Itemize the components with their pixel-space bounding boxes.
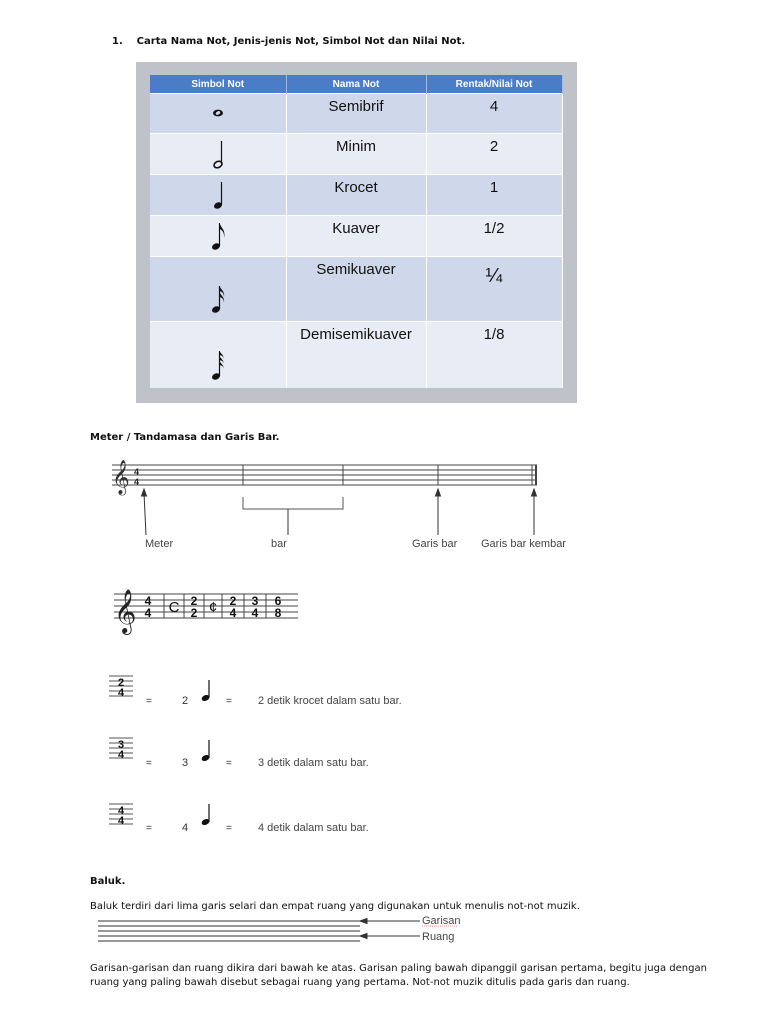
note-name-cell [286, 175, 426, 216]
note-value-cell [426, 94, 562, 134]
ts-3-4-top: 3 [251, 594, 259, 608]
note-name: Demisemikuaver [300, 326, 412, 343]
note-value-cell [426, 216, 562, 257]
note-name-cell [286, 257, 426, 322]
symbol-cell [150, 134, 286, 175]
example-ts-bottom: 4 [117, 749, 125, 761]
note-value: 1/8 [483, 326, 505, 343]
meter-example [109, 804, 369, 834]
section-title-note-chart: 1. Carta Nama Not, Jenis-jenis Not, Simbol Not dan Nilai Not. [112, 36, 466, 47]
ts-2-2-top: 2 [190, 594, 198, 608]
note-name: Kuaver [332, 220, 380, 237]
staff-time-bottom: 4 [134, 477, 140, 487]
example-description: 3 detik dalam satu bar. [258, 757, 369, 769]
note-value-cell [426, 257, 562, 322]
example-ts-bottom: 4 [117, 815, 125, 827]
table-row [150, 94, 562, 134]
label-barline: Garis bar [412, 538, 458, 550]
ts-6-8-bottom: 8 [274, 606, 282, 620]
note-value: 2 [489, 138, 499, 155]
crotchet-icon [211, 181, 225, 211]
section-title-staff: Baluk. [90, 876, 126, 887]
equals-sign: = [226, 823, 232, 834]
beat-count: 4 [182, 822, 189, 834]
table-row [150, 216, 562, 257]
note-name-cell [286, 94, 426, 134]
beat-count: 2 [182, 695, 189, 707]
example-ts-top: 3 [117, 739, 125, 751]
time-signatures-staff [108, 584, 308, 636]
note-value: 1/2 [483, 220, 505, 237]
note-name: Semikuaver [316, 261, 396, 278]
equals-sign: = [146, 758, 152, 769]
label-ruang: Ruang [422, 931, 455, 943]
ts-common-time: C [168, 599, 180, 616]
ts-2-2-bottom: 2 [190, 606, 198, 620]
label-garisan: Garisan [422, 915, 461, 927]
symbol-cell [150, 175, 286, 216]
note-name-cell [286, 322, 426, 388]
ts-3-4-bottom: 4 [251, 606, 259, 620]
note-name: Krocet [334, 179, 378, 196]
semiquaver-icon [209, 285, 227, 315]
paragraph-line: ruang yang paling bawah disebut sebagai ruang yang pertama. Not-not muzik ditulis pada garis dan ruang. [90, 977, 630, 988]
crotchet-icon [201, 804, 211, 826]
ts-2-4-top: 2 [229, 594, 237, 608]
ts-4-4-top: 4 [144, 594, 152, 608]
symbol-cell [150, 257, 286, 322]
note-name: Semibrif [328, 98, 384, 115]
ts-2-4-bottom: 4 [229, 606, 237, 620]
semibreve-icon [211, 107, 225, 119]
note-value: ¼ [485, 265, 503, 287]
demisemiquaver-icon [209, 350, 227, 382]
section-title-meter: Meter / Tandamasa dan Garis Bar. [90, 432, 280, 443]
table-header-name: Nama Not [286, 75, 426, 94]
beat-count: 3 [182, 757, 189, 769]
note-table [150, 75, 563, 388]
label-meter: Meter [145, 538, 174, 550]
note-value-cell [426, 134, 562, 175]
meter-example [109, 738, 369, 769]
table-row [150, 322, 562, 388]
staff-lines [112, 465, 537, 485]
note-value: 1 [489, 179, 499, 196]
note-value-cell [426, 322, 562, 388]
table-header-symbol: Simbol Not [150, 75, 286, 94]
table-header-value: Rentak/Nilai Not [426, 75, 562, 94]
example-description: 4 detik dalam satu bar. [258, 822, 369, 834]
example-description: 2 detik krocet dalam satu bar. [258, 695, 402, 707]
table-row [150, 134, 562, 175]
quaver-icon [209, 222, 227, 252]
note-name-cell [286, 216, 426, 257]
meter-example [109, 676, 402, 707]
crotchet-icon [201, 740, 211, 762]
equals-sign: = [146, 823, 152, 834]
table-row [150, 175, 562, 216]
staff-counting-paragraph [90, 962, 750, 990]
staff-bar-diagram [100, 455, 600, 555]
meter-examples [106, 672, 436, 842]
example-ts-top: 4 [117, 805, 125, 817]
note-name-cell [286, 134, 426, 175]
symbol-cell [150, 322, 286, 388]
note-table-frame [136, 62, 577, 403]
treble-clef-icon: 𝄞 [114, 591, 137, 633]
ts-4-4-bottom: 4 [144, 606, 152, 620]
crotchet-icon [201, 680, 211, 702]
note-value-cell [426, 175, 562, 216]
symbol-cell [150, 216, 286, 257]
ts-cut-time: ¢ [208, 599, 218, 616]
example-ts-bottom: 4 [117, 687, 125, 699]
baluk-diagram [96, 915, 476, 945]
treble-clef-icon: 𝄞 [112, 461, 130, 494]
example-ts-top: 2 [117, 677, 125, 689]
table-row [150, 257, 562, 322]
label-double-barline: Garis bar kembar [481, 538, 566, 550]
symbol-cell [150, 94, 286, 134]
note-name: Minim [336, 138, 376, 155]
label-bar: bar [271, 538, 287, 550]
staff-intro-text: Baluk terdiri dari lima garis selari dan empat ruang yang digunakan untuk menulis not-not muzik. [90, 901, 580, 912]
equals-sign: = [226, 758, 232, 769]
staff-time-top: 4 [134, 467, 140, 477]
paragraph-line: Garisan-garisan dan ruang dikira dari bawah ke atas. Garisan paling bawah dipanggil garisan pertama, begitu juga dengan [90, 963, 707, 974]
ts-6-8-top: 6 [274, 594, 282, 608]
equals-sign: = [226, 696, 232, 707]
equals-sign: = [146, 696, 152, 707]
note-value: 4 [489, 98, 499, 115]
minim-icon [211, 140, 225, 170]
